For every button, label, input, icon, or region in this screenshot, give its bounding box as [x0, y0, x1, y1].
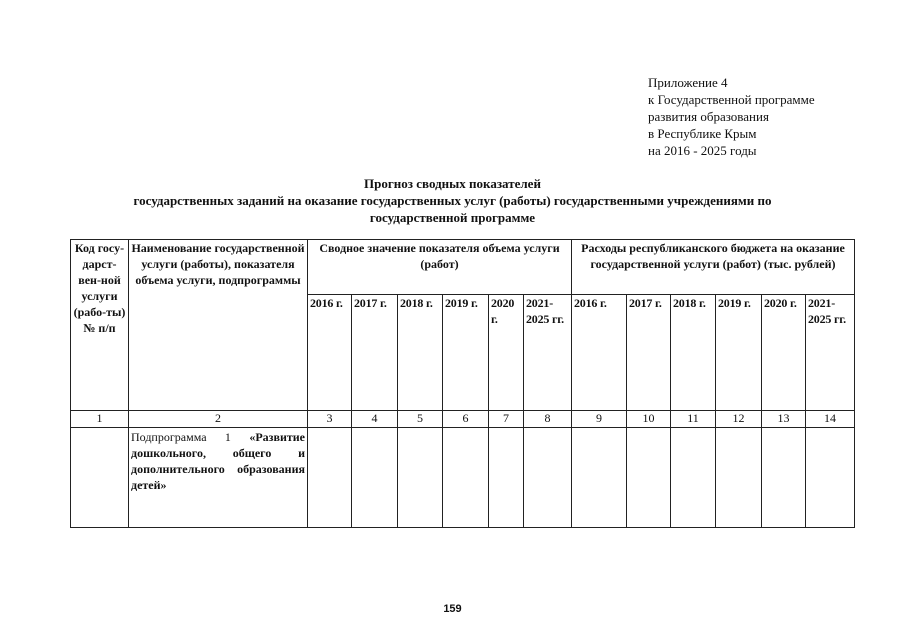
table-row	[71, 428, 855, 528]
table-cell	[308, 428, 352, 528]
table-cell	[806, 428, 855, 528]
header-name: Наименование государственной услуги (работы), показателя объема услуги, подпрограммы	[129, 240, 308, 411]
header-expense-year: 2018 г.	[671, 295, 716, 411]
column-number: 10	[627, 411, 671, 428]
subprogram-name: «Развитие дошкольного, общего и дополнительного образования детей»	[131, 430, 305, 492]
table-cell	[716, 428, 762, 528]
header-code: Код госу-дарст-вен-ной услуги (рабо-ты) № п/п	[71, 240, 129, 411]
column-number: 1	[71, 411, 129, 428]
appendix-block	[648, 74, 815, 159]
column-number: 5	[398, 411, 443, 428]
column-number: 11	[671, 411, 716, 428]
header-expense-year: 2019 г.	[716, 295, 762, 411]
appendix-line-2: к Государственной программе	[648, 92, 815, 107]
header-expense-group: Расходы республиканского бюджета на оказание государственной услуги (работ) (тыс. рублей)	[572, 240, 855, 295]
appendix-line-1: Приложение 4	[648, 75, 728, 90]
header-expense-year: 2017 г.	[627, 295, 671, 411]
header-expense-year: 2020 г.	[762, 295, 806, 411]
table-cell	[524, 428, 572, 528]
header-volume-year: 2019 г.	[443, 295, 489, 411]
column-number: 12	[716, 411, 762, 428]
table-cell	[443, 428, 489, 528]
header-expense-year: 2016 г.	[572, 295, 627, 411]
column-number: 9	[572, 411, 627, 428]
column-number: 3	[308, 411, 352, 428]
forecast-table	[70, 239, 855, 528]
column-number: 7	[489, 411, 524, 428]
table-cell	[572, 428, 627, 528]
table-cell	[352, 428, 398, 528]
column-number: 6	[443, 411, 489, 428]
table-cell	[398, 428, 443, 528]
appendix-line-3: развития образования	[648, 109, 769, 124]
table-cell	[71, 428, 129, 528]
table-cell	[671, 428, 716, 528]
column-number: 14	[806, 411, 855, 428]
title-line-3: государственной программе	[369, 210, 536, 225]
header-volume-year: 2021-2025 гг.	[524, 295, 572, 411]
column-number-row	[71, 411, 855, 428]
page-number: 159	[443, 603, 462, 615]
header-volume-year: 2016 г.	[308, 295, 352, 411]
title-line-2: государственных заданий на оказание государственных услуг (работы) государственными учреждениями по	[133, 193, 772, 208]
column-number: 13	[762, 411, 806, 428]
header-volume-year: 2017 г.	[352, 295, 398, 411]
header-expense-year: 2021-2025 гг.	[806, 295, 855, 411]
table-cell	[489, 428, 524, 528]
appendix-line-4: в Республике Крым	[648, 126, 757, 141]
header-volume-year: 2020 г.	[489, 295, 524, 411]
column-number: 4	[352, 411, 398, 428]
column-number: 2	[129, 411, 308, 428]
table-cell	[762, 428, 806, 528]
column-number: 8	[524, 411, 572, 428]
header-volume-group: Сводное значение показателя объема услуги (работ)	[308, 240, 572, 295]
subprogram-prefix: Подпрограмма 1	[131, 430, 231, 444]
header-volume-year: 2018 г.	[398, 295, 443, 411]
table-cell	[627, 428, 671, 528]
appendix-line-5: на 2016 - 2025 годы	[648, 143, 757, 158]
document-title	[40, 175, 865, 226]
title-line-1: Прогноз сводных показателей	[364, 176, 541, 191]
subprogram-cell	[129, 428, 308, 528]
